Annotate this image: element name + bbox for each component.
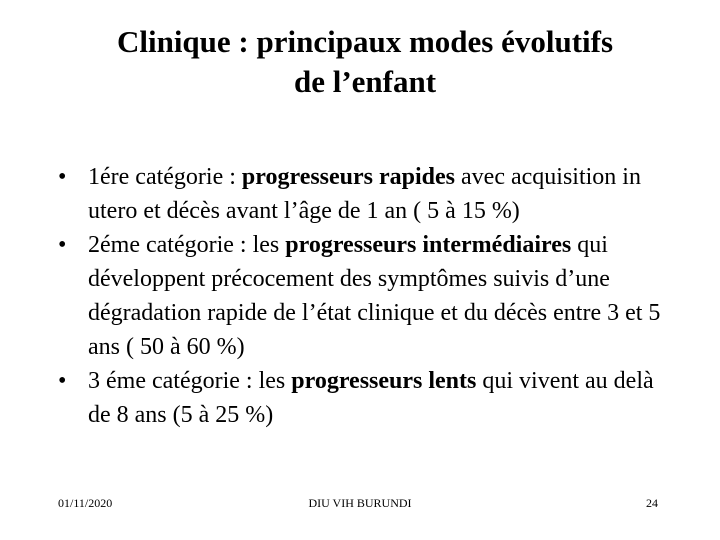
bullet-text-pre: 2éme catégorie : les [88,232,286,258]
bullet-text-bold: progresseurs rapides [241,164,456,190]
title-line-2: de l’enfant [293,64,437,99]
bullet-marker: • [58,368,67,394]
bullet-item [58,160,668,228]
bullet-text-post: qui développent précocement des symptômes suivis d’une dégradation rapide de l’état clinique et du décès entre 3 et 5 ans ( 50 à 60 %) [88,232,661,360]
bullet-text-post: avec acquisition in utero et décès avant l’âge de 1 an ( 5 à 15 %) [88,164,641,224]
bullet-text-pre: 3 éme catégorie : les [88,368,292,394]
title-line-1: Clinique : principaux modes évolutifs [116,24,614,59]
bullet-item [58,364,668,432]
footer-center-text: DIU VIH BURUNDI [308,496,412,510]
page-number: 24 [646,496,658,510]
bullet-text-pre: 1ére catégorie : [88,164,242,190]
bullet-marker: • [58,164,67,190]
bullet-text-post: qui vivent au delà de 8 ans (5 à 25 %) [88,368,654,428]
footer-date: 01/11/2020 [58,496,113,510]
bullet-marker: • [58,232,67,258]
bullet-item [58,228,668,364]
bullet-list [58,160,668,432]
slide-title [40,22,690,102]
bullet-text-bold: progresseurs intermédiaires [285,232,572,258]
bullet-text-bold: progresseurs lents [291,368,477,394]
